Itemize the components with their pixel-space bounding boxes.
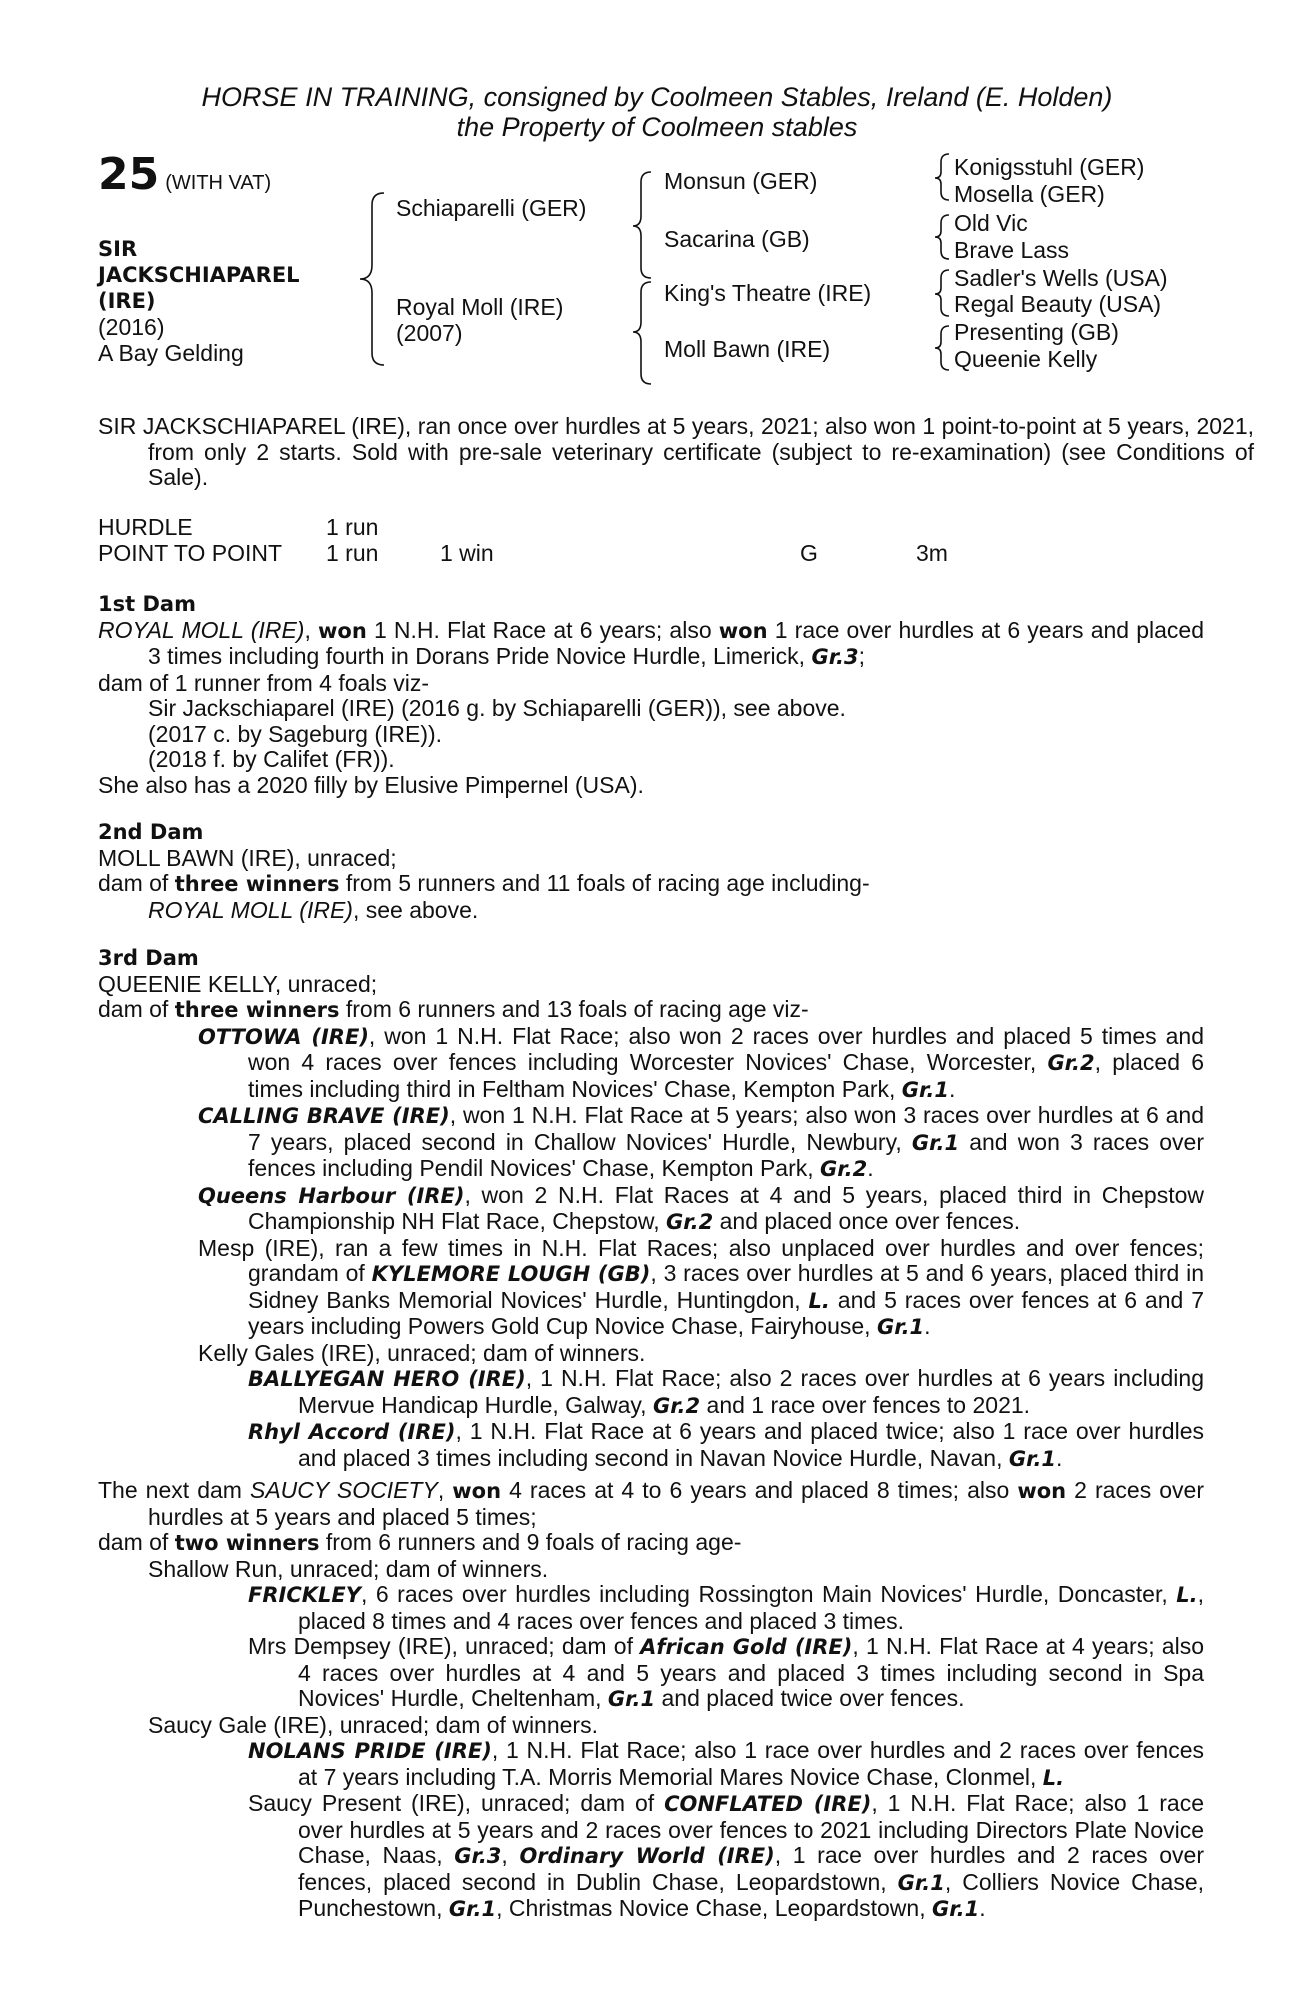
progeny-name: Queens Harbour (IRE)	[198, 1183, 465, 1208]
text: , 1 N.H. Flat Race; also 1 race over hurdles and 2 races over fences at 7 years including T.A. Morris Memorial Mares Novice Chase, Clonmel,	[298, 1737, 1205, 1790]
text: , won 1 N.H. Flat Race at 5 years; also won 3 races over hurdles at 6 and 7 years, placed second in Challow Novices' Hurdle, Newbury,	[248, 1102, 1204, 1155]
text: , 3 races over hurdles at 5 and 6 years, placed third in Sidney Banks Memorial Novices' Hurdle, Huntingdon,	[248, 1260, 1204, 1313]
progeny-name: Rhyl Accord (IRE)	[248, 1420, 456, 1444]
progeny-name: African Gold (IRE)	[640, 1635, 853, 1659]
record-ptp-wins: 1 win	[440, 540, 494, 566]
text: 1 race over hurdles at 6 years and placed 3 times including fourth in Dorans Pride Novice Hurdle, Limerick,	[148, 616, 1204, 669]
text: 1 N.H. Flat Race at 6 years; also	[366, 616, 719, 643]
ped-dam	[396, 294, 563, 346]
progeny-name: BALLYEGAN HERO (IRE)	[248, 1367, 526, 1391]
progeny-entry	[148, 1103, 1204, 1183]
text: .	[949, 1075, 956, 1102]
record-hurdle-runs: 1 run	[326, 514, 379, 540]
second-dam-heading: 2nd Dam	[98, 820, 204, 844]
lot-number: 25	[98, 149, 160, 200]
progeny-name: NOLANS PRIDE (IRE)	[248, 1739, 492, 1763]
text: and won 3 races over fences including Pendil Novices' Chase, Kempton Park,	[248, 1128, 1205, 1181]
progeny-entry	[148, 1419, 1204, 1472]
text: ,	[501, 1842, 520, 1868]
grade: L.	[1042, 1765, 1065, 1790]
text: , won 1 N.H. Flat Race; also won 2 races over hurdles and placed 5 times and won 4 races over fences including Worcester Novices' Chase, Worcester,	[248, 1022, 1205, 1075]
progeny-entry	[148, 1366, 1204, 1419]
ped-ddd: Queenie Kelly	[954, 346, 1098, 372]
ped-dd: Moll Bawn (IRE)	[664, 336, 831, 362]
text: from 6 runners and 9 foals of racing age-	[319, 1529, 742, 1555]
grade: Gr.1	[1008, 1446, 1057, 1471]
progeny-entry	[148, 1634, 1204, 1713]
winners-bold: three winners	[174, 872, 340, 896]
first-dam-foal: Sir Jackschiaparel (IRE) (2016 g. by Schiaparelli (GER)), see above.	[148, 695, 846, 721]
text: 2 races over hurdles at 5 years and placed 5 times;	[148, 1477, 1204, 1530]
grade: Gr.2	[820, 1157, 868, 1181]
grade: Gr.2	[666, 1210, 714, 1234]
brace-sire	[633, 172, 651, 278]
text: 4 races at 4 to 6 years and placed 8 times; also	[501, 1477, 1018, 1503]
record-hurdle-label: HURDLE	[98, 514, 193, 540]
second-dam-progeny	[98, 871, 1204, 898]
text: and 1 race over fences to 2021.	[700, 1391, 1031, 1418]
text: dam of	[98, 870, 175, 896]
horse-year: (2016)	[98, 314, 165, 340]
record-ptp-label: POINT TO POINT	[98, 540, 283, 566]
text: and placed once over fences.	[713, 1208, 1021, 1234]
ped-sss: Konigsstuhl (GER)	[954, 154, 1145, 180]
text: , 1 race over hurdles and 2 races over fences, placed second in Dublin Chase, Leopardstown,	[298, 1842, 1205, 1895]
text: dam of	[98, 996, 175, 1022]
ped-ds: King's Theatre (IRE)	[664, 280, 872, 306]
ped-ss: Monsun (GER)	[664, 168, 818, 194]
horse-name-3: (IRE)	[98, 289, 156, 313]
ped-dds: Presenting (GB)	[954, 319, 1119, 345]
ped-sd: Sacarina (GB)	[664, 226, 810, 252]
text: , placed 8 times and 4 races over fences and placed 3 times.	[298, 1581, 1204, 1634]
text: , won 2 N.H. Flat Races at 4 and 5 years, placed third in Chepstow Championship NH Flat Race, Chepstow,	[248, 1181, 1204, 1234]
progeny-entry	[148, 1582, 1204, 1634]
text: Mrs Dempsey (IRE), unraced; dam of	[248, 1633, 641, 1659]
progeny-entry: Shallow Run, unraced; dam of winners.	[148, 1555, 549, 1582]
first-dam-foal-note: She also has a 2020 filly by Elusive Pimpernel (USA).	[98, 771, 644, 798]
text: , see above.	[352, 896, 479, 923]
text: .	[867, 1155, 874, 1181]
text: , Christmas Novice Chase, Leopardstown,	[496, 1895, 932, 1921]
third-dam-section	[98, 946, 1204, 1472]
grade: Gr.3	[811, 645, 859, 669]
text: ,	[437, 1477, 453, 1503]
text: .	[924, 1313, 931, 1339]
progeny-entry	[148, 1024, 1204, 1104]
grade: Gr.3	[454, 1844, 502, 1868]
ped-sdd: Brave Lass	[954, 237, 1070, 263]
text: , 1 N.H. Flat Race; also 1 race over hurdles at 5 years and 2 races over fences to 2021 including Directors Plate Novice Chase, Naas,	[298, 1790, 1204, 1868]
won-bold: won	[1017, 1479, 1067, 1503]
ped-sds: Old Vic	[954, 210, 1028, 236]
progeny-name: KYLEMORE LOUGH (GB)	[371, 1262, 651, 1286]
third-dam-progeny	[98, 997, 1204, 1024]
second-dam-section	[98, 820, 1204, 923]
first-dam-foal: (2017 c. by Sageburg (IRE)).	[148, 720, 443, 747]
text: , 6 races over hurdles including Rossington Main Novices' Hurdle, Doncaster,	[360, 1581, 1177, 1607]
grade: Gr.1	[876, 1315, 925, 1339]
ped-sire: Schiaparelli (GER)	[396, 195, 587, 221]
second-dam-line1: MOLL BAWN (IRE), unraced;	[98, 844, 397, 871]
ped-dam-year: (2007)	[396, 320, 463, 346]
grade: Gr.2	[652, 1393, 701, 1418]
text: .	[1056, 1444, 1063, 1471]
progeny-entry	[148, 1791, 1204, 1923]
first-dam-race-record	[98, 618, 1204, 671]
first-dam-section	[98, 592, 1204, 798]
progeny-entry	[148, 1236, 1204, 1341]
brace-dd	[935, 326, 949, 370]
ped-ssd: Mosella (GER)	[954, 181, 1105, 207]
text: dam of	[98, 1529, 175, 1555]
next-dam-name: SAUCY SOCIETY	[249, 1477, 438, 1503]
grade: Gr.1	[932, 1897, 980, 1921]
header-property: the Property of Coolmeen stables	[456, 112, 858, 142]
text: from 6 runners and 13 foals of racing age viz-	[339, 996, 809, 1022]
text: , 1 N.H. Flat Race at 4 years; also 4 races over hurdles at 4 and 5 years and placed 3 times including second in Spa Novices' Hurdle, Cheltenham,	[298, 1633, 1204, 1711]
next-dam-section	[98, 1478, 1204, 1923]
next-dam-progeny	[98, 1530, 1204, 1557]
header-consignor: HORSE IN TRAINING, consigned by Coolmeen Stables, Ireland (E. Holden)	[201, 82, 1113, 112]
horse-description: A Bay Gelding	[98, 340, 244, 366]
progeny-name: CALLING BRAVE (IRE)	[198, 1104, 450, 1128]
first-dam-name: ROYAL MOLL (IRE)	[98, 616, 305, 643]
ped-dss: Sadler's Wells (USA)	[954, 265, 1168, 291]
grade: Gr.1	[448, 1897, 497, 1921]
text: , placed 6 times including third in Feltham Novices' Chase, Kempton Park,	[248, 1049, 1204, 1102]
grade: Gr.1	[607, 1687, 656, 1711]
progeny-name: CONFLATED (IRE)	[664, 1792, 872, 1816]
grade: Gr.1	[911, 1130, 960, 1155]
ped-dsd: Regal Beauty (USA)	[954, 291, 1162, 317]
progeny-entry: Saucy Gale (IRE), unraced; dam of winners.	[148, 1711, 598, 1738]
won-bold: won	[718, 618, 768, 643]
ped-dam-name: Royal Moll (IRE)	[396, 294, 564, 320]
text: Saucy Present (IRE), unraced; dam of	[248, 1790, 665, 1816]
horse-name-2: JACKSCHIAPAREL	[98, 263, 300, 287]
horse-name-1: SIR	[98, 237, 138, 261]
grade: Gr.1	[901, 1077, 949, 1102]
winners-bold: three winners	[174, 998, 340, 1022]
text: from 5 runners and 11 foals of racing age including-	[339, 870, 870, 896]
progeny-entry	[148, 1738, 1204, 1791]
second-dam-offspring	[98, 898, 1204, 924]
brace-main	[360, 193, 384, 365]
lot-vat: (WITH VAT)	[165, 172, 272, 194]
next-dam-record	[98, 1478, 1204, 1530]
grade: L.	[1176, 1583, 1198, 1607]
offspring-name: ROYAL MOLL (IRE)	[148, 896, 353, 923]
text: The next dam	[98, 1477, 250, 1503]
third-dam-heading: 3rd Dam	[98, 946, 199, 970]
text: , 1 N.H. Flat Race; also 2 races over hurdles at 6 years including Mervue Handicap Hurdle, Galway,	[298, 1365, 1204, 1418]
text: , 1 N.H. Flat Race at 6 years and placed twice; also 1 race over hurdles and placed 3 times including second in Navan Novice Hurdle, Navan,	[298, 1418, 1204, 1471]
first-dam-heading: 1st Dam	[98, 592, 196, 616]
text: and placed twice over fences.	[655, 1685, 965, 1711]
first-dam-foal: (2018 f. by Califet (FR)).	[148, 746, 395, 772]
first-dam-progeny-intro: dam of 1 runner from 4 foals viz-	[98, 669, 430, 696]
brace-dam	[633, 282, 651, 384]
progeny-entry	[148, 1183, 1204, 1236]
race-summary: SIR JACKSCHIAPAREL (IRE), ran once over hurdles at 5 years, 2021; also won 1 point-to-point at 5 years, 2021, from only 2 starts. Sold with pre-sale veterinary certificate (subject to re-examination) (see Conditions of Sale).	[98, 413, 1254, 490]
brace-sd	[935, 215, 949, 259]
text: and 5 races over fences at 6 and 7 years including Powers Gold Cup Novice Chase, Fairyhouse,	[248, 1286, 1204, 1339]
record-ptp-going: G	[800, 540, 818, 566]
winners-bold: two winners	[174, 1531, 320, 1555]
brace-ds	[935, 270, 949, 316]
text: .	[979, 1895, 986, 1921]
brace-ss	[935, 154, 949, 200]
progeny-entry: Kelly Gales (IRE), unraced; dam of winners.	[198, 1339, 646, 1366]
text: ;	[858, 643, 866, 669]
won-bold: won	[318, 618, 367, 643]
third-dam-line1: QUEENIE KELLY, unraced;	[98, 970, 378, 997]
grade: Gr.2	[1047, 1051, 1095, 1075]
grade: Gr.1	[897, 1870, 945, 1895]
progeny-name: FRICKLEY	[248, 1583, 361, 1607]
progeny-name: Ordinary World (IRE)	[519, 1844, 775, 1868]
progeny-name: OTTOWA (IRE)	[198, 1024, 369, 1049]
grade: L.	[808, 1288, 830, 1313]
text: , Colliers Novice Chase, Punchestown,	[298, 1868, 1204, 1921]
record-ptp-runs: 1 run	[326, 540, 379, 566]
text: ,	[304, 616, 319, 643]
text: Mesp (IRE), ran a few times in N.H. Flat Races; also unplaced over hurdles and over fences; grandam of	[198, 1234, 1204, 1286]
record-ptp-distance: 3m	[916, 540, 948, 566]
won-bold: won	[452, 1479, 502, 1503]
